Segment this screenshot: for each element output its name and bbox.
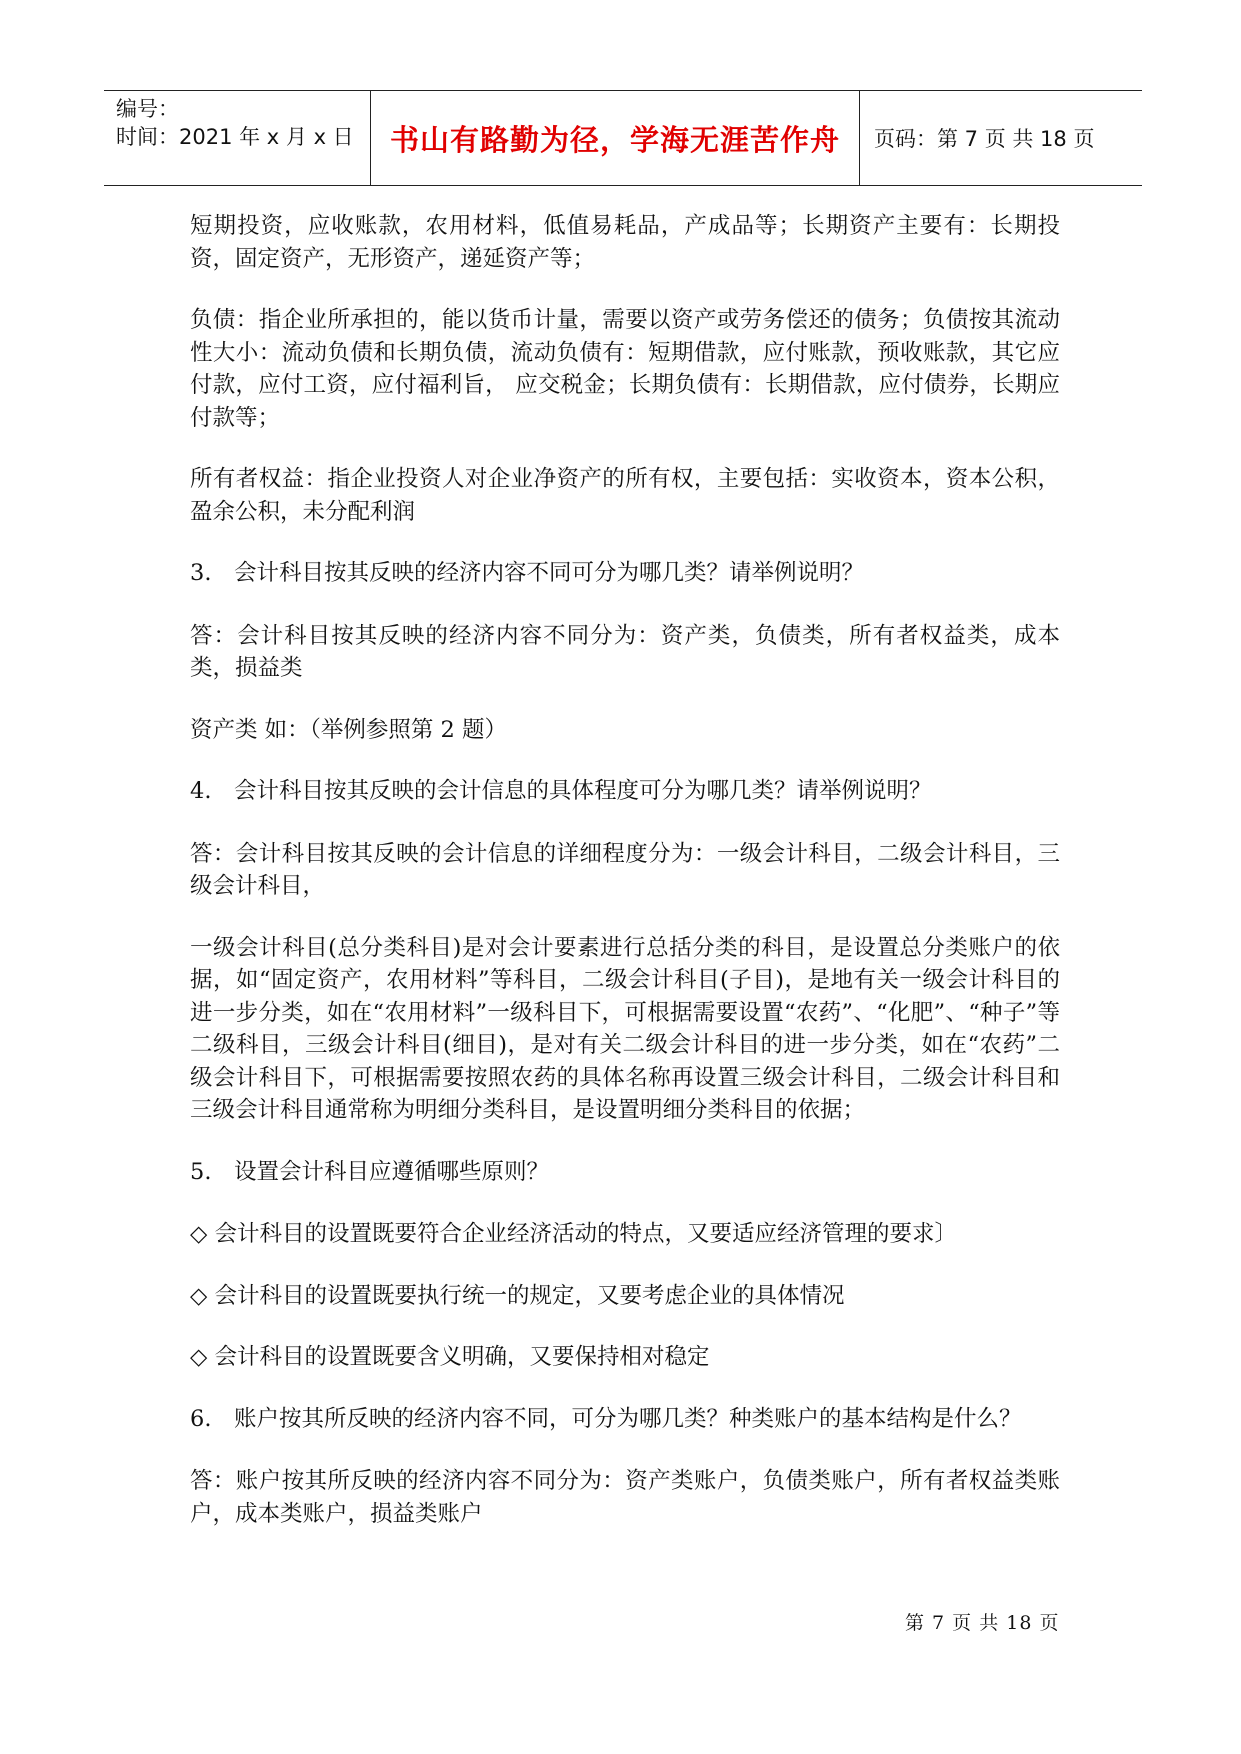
bullet-item: ◇ 会计科目的设置既要执行统一的规定，又要考虑企业的具体情况 (190, 1282, 845, 1309)
header-meta (104, 91, 370, 185)
paragraph: 短期投资，应收账款，农用材料，低值易耗品，产成品等；长期资产主要有：长期投资，固定资产，无形资产，递延资产等； (190, 213, 1060, 272)
paragraph: 答：账户按其所反映的经济内容不同分为：资产类账户，负债类账户，所有者权益类账户，成本类账户，损益类账户 (190, 1468, 1060, 1527)
paragraph: 资产类 如：（举例参照第 2 题） (190, 716, 508, 743)
page-footer: 第 7 页 共 18 页 (905, 1612, 1060, 1634)
paragraph: 答：会计科目按其反映的会计信息的详细程度分为：一级会计科目，二级会计科目，三级会计科目， (190, 840, 1060, 899)
bullet-item: ◇ 会计科目的设置既要含义明确，又要保持相对稳定 (190, 1344, 710, 1370)
paragraph: 一级会计科目(总分类科目)是对会计要素进行总括分类的科目，是设置总分类账户的依据，如“固定资产，农用材料”等科目，二级会计科目(子目)，是地有关一级会计科目的进一步分类，如在“农用材料”一级科目下，可根据需要设置“农药”、“化肥”、“种子”等二级科目，三级会计科目(细目)，是对有关二级会计科目的进一步分类，如在“农药”二级会计科目下，可根据需要按照农药的具体名称再设置三级会计科目，二级会计科目和三级会计科目通常称为明细分类科目，是设置明细分类科目的依据； (190, 934, 1060, 1123)
document-body (190, 210, 1060, 1559)
question-heading: 6. 账户按其所反映的经济内容不同，可分为哪几类？种类账户的基本结构是什么？ (190, 1405, 1022, 1432)
header-page-number: 页码：第 7 页 共 18 页 (874, 127, 1095, 151)
paragraph: 负债：指企业所承担的，能以货币计量，需要以资产或劳务偿还的债务；负债按其流动性大小：流动负债和长期负债，流动负债有：短期借款，应付账款，预收账款，其它应付款，应付工资，应付福利旨， 应交税金；长期负债有：长期借款，应付债券，长期应付款等； (190, 307, 1060, 431)
bullet-item: ◇ 会计科目的设置既要符合企业经济活动的特点，又要适应经济管理的要求〕 (190, 1221, 957, 1247)
page-header (104, 90, 1142, 186)
question-heading: 5. 设置会计科目应遵循哪些原则？ (190, 1158, 549, 1185)
question-heading: 4. 会计科目按其反映的会计信息的具体程度可分为哪几类？请举例说明？ (190, 778, 932, 804)
question-heading: 3. 会计科目按其反映的经济内容不同可分为哪几类？请举例说明？ (190, 560, 864, 586)
paragraph: 所有者权益：指企业投资人对企业净资产的所有权，主要包括：实收资本，资本公积，盈余公积，未分配利润 (190, 466, 1060, 525)
serial-label: 编号： (116, 97, 179, 121)
header-motto: 书山有路勤为径，学海无涯苦作舟 (370, 91, 860, 185)
time-label: 时间：2021 年 x 月 x 日 (116, 125, 354, 149)
paragraph: 答：会计科目按其反映的经济内容不同分为：资产类，负债类，所有者权益类，成本类，损益类 (190, 622, 1060, 681)
